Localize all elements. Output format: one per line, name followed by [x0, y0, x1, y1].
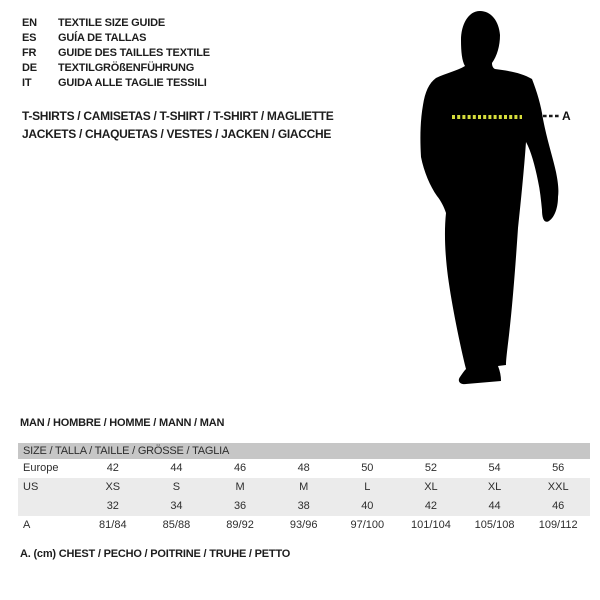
measure-label-a: A — [562, 109, 571, 123]
size-cell: M — [299, 481, 309, 493]
size-table-body — [18, 459, 590, 535]
size-cell: 105/108 — [474, 519, 515, 531]
language-code: EN — [22, 17, 37, 29]
size-cell: 40 — [361, 500, 374, 512]
language-text: GUÍA DE TALLAS — [58, 32, 147, 44]
size-cell: XXL — [547, 481, 569, 493]
size-table-row — [18, 516, 590, 535]
size-cell: 46 — [233, 462, 247, 474]
category-line-tshirts: T-SHIRTS / CAMISETAS / T-SHIRT / T-SHIRT / MAGLIETTE — [22, 109, 334, 123]
size-cell: XL — [424, 481, 438, 493]
size-table-row — [18, 497, 590, 516]
language-text: TEXTILE SIZE GUIDE — [58, 17, 166, 29]
size-cell: 36 — [233, 500, 247, 512]
size-cell: 44 — [170, 462, 183, 474]
size-cell: S — [172, 481, 181, 493]
size-cell: L — [364, 481, 371, 493]
language-code: DE — [22, 62, 37, 74]
language-text: TEXTILGRÖßENFÜHRUNG — [58, 62, 195, 74]
size-cell: 85/88 — [162, 519, 191, 531]
size-row-label — [18, 497, 81, 516]
language-text: GUIDA ALLE TAGLIE TESSILI — [58, 77, 207, 89]
size-cell: 38 — [297, 500, 310, 512]
size-cell: 109/112 — [538, 519, 578, 531]
size-row-label: A — [23, 519, 31, 531]
man-silhouette — [420, 11, 558, 384]
language-code: ES — [22, 32, 37, 44]
size-cell: 42 — [424, 500, 438, 512]
size-cell: M — [235, 481, 245, 493]
footnote-chest: A. (cm) CHEST / PECHO / POITRINE / TRUHE / PETTO — [20, 548, 291, 560]
size-table-header: SIZE / TALLA / TAILLE / GRÖSSE / TAGLIA — [18, 443, 590, 459]
section-title-man: MAN / HOMBRE / HOMME / MANN / MAN — [20, 417, 225, 429]
size-cell: 42 — [106, 462, 119, 474]
category-line-jackets: JACKETS / CHAQUETAS / VESTES / JACKEN / GIACCHE — [22, 127, 332, 141]
size-cell: 46 — [552, 500, 565, 512]
size-row-label: US — [23, 481, 39, 493]
size-cell: 56 — [552, 462, 565, 474]
size-cell: 81/84 — [99, 519, 127, 531]
size-cell: 34 — [170, 500, 183, 512]
size-cell: XS — [105, 481, 121, 493]
size-cell: 32 — [106, 500, 119, 512]
size-cell: 54 — [488, 462, 501, 474]
size-cell: 101/104 — [411, 519, 451, 531]
size-cell: 52 — [424, 462, 438, 474]
size-table-row — [18, 478, 590, 497]
size-table — [18, 443, 590, 535]
size-cell: XL — [487, 481, 502, 493]
language-code: IT — [22, 77, 32, 89]
size-cell: 93/96 — [289, 519, 318, 531]
size-cell: 44 — [488, 500, 501, 512]
language-text: GUIDE DES TAILLES TEXTILE — [58, 47, 210, 59]
size-cell: 97/100 — [350, 519, 385, 531]
language-code: FR — [22, 47, 37, 59]
size-row-label: Europe — [23, 462, 59, 474]
size-cell: 50 — [361, 462, 374, 474]
size-cell: 89/92 — [226, 519, 254, 531]
size-table-row — [18, 459, 590, 478]
size-cell: 48 — [297, 462, 310, 474]
